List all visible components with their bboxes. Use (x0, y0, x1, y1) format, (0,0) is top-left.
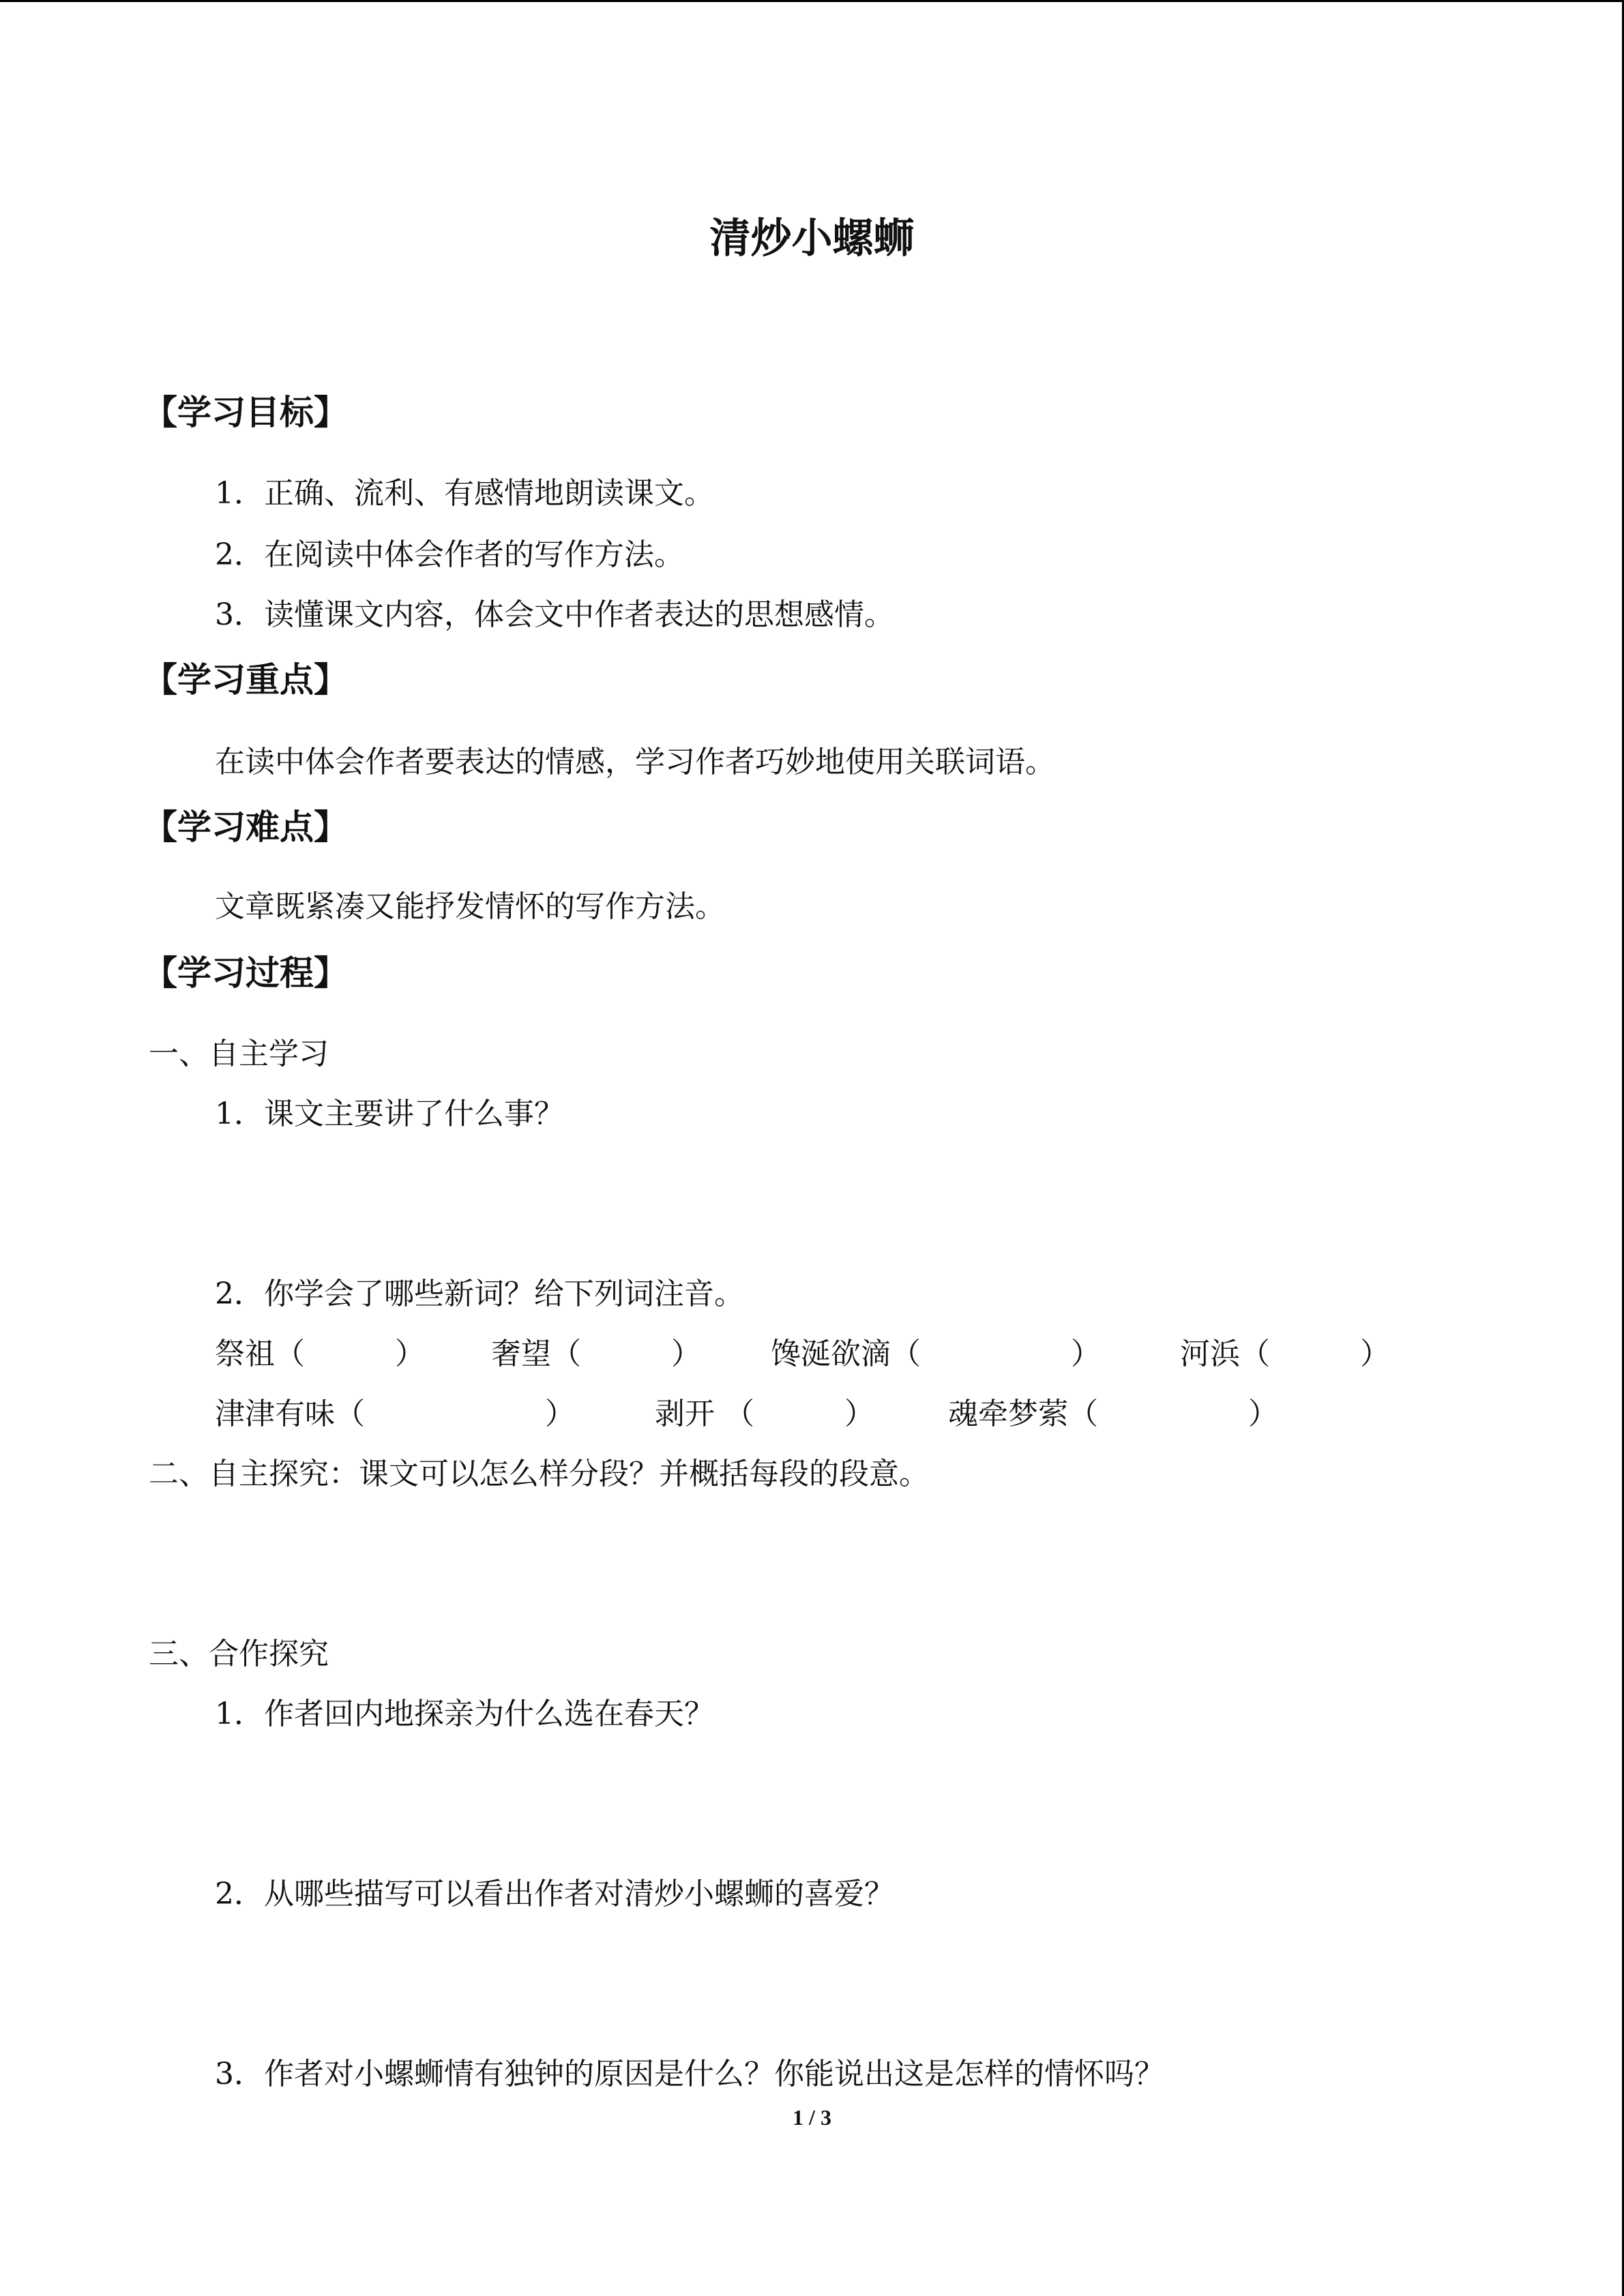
heading-learning-goals: 【学习目标】 (143, 393, 348, 432)
part3-title: 三、合作探究 (149, 1637, 329, 1671)
key-points-text: 在读中体会作者要表达的情感，学习作者巧妙地使用关联词语。 (215, 745, 1055, 779)
part3-question-1: 1．作者回内地探亲为什么选在春天？ (215, 1697, 714, 1731)
part3-question-2: 2．从哪些描写可以看出作者对清炒小螺蛳的喜爱？ (215, 1877, 894, 1911)
part1-title: 一、自主学习 (149, 1037, 329, 1071)
goal-item-2: 2．在阅读中体会作者的写作方法。 (215, 537, 684, 572)
vocab-item: 剥开 （ ） (655, 1397, 874, 1431)
heading-learning-process: 【学习过程】 (143, 953, 348, 993)
vocab-item: 馋涎欲滴（ ） (771, 1337, 1101, 1371)
vocab-row-2 (215, 1394, 1443, 1435)
vocab-item: 奢望（ ） (491, 1337, 701, 1371)
difficulties-text: 文章既紧凑又能抒发情怀的写作方法。 (215, 889, 725, 924)
page-number: 1 / 3 (793, 2105, 831, 2130)
part2-title: 二、自主探究：课文可以怎么样分段？并概括每段的段意。 (149, 1457, 929, 1491)
vocab-item: 河浜（ ） (1180, 1337, 1390, 1371)
part1-question-1: 1．课文主要讲了什么事？ (215, 1097, 564, 1131)
goal-item-3: 3．读懂课文内容，体会文中作者表达的思想感情。 (215, 597, 894, 632)
vocab-row-1 (215, 1334, 1443, 1375)
heading-key-points: 【学习重点】 (143, 660, 348, 700)
vocab-item: 魂牵梦萦（ ） (948, 1397, 1278, 1431)
page-title: 清炒小螺蛳 (709, 215, 915, 263)
vocab-item: 津津有味（ ） (215, 1397, 575, 1431)
part1-question-2: 2．你学会了哪些新词？给下列词注音。 (215, 1277, 744, 1311)
heading-difficulties: 【学习难点】 (143, 807, 348, 847)
goal-item-1: 1．正确、流利、有感情地朗读课文。 (215, 476, 714, 511)
page-border-top (0, 0, 1624, 2)
part3-question-3: 3．作者对小螺蛳情有独钟的原因是什么？你能说出这是怎样的情怀吗？ (215, 2057, 1164, 2091)
vocab-item: 祭祖（ ） (215, 1337, 425, 1371)
